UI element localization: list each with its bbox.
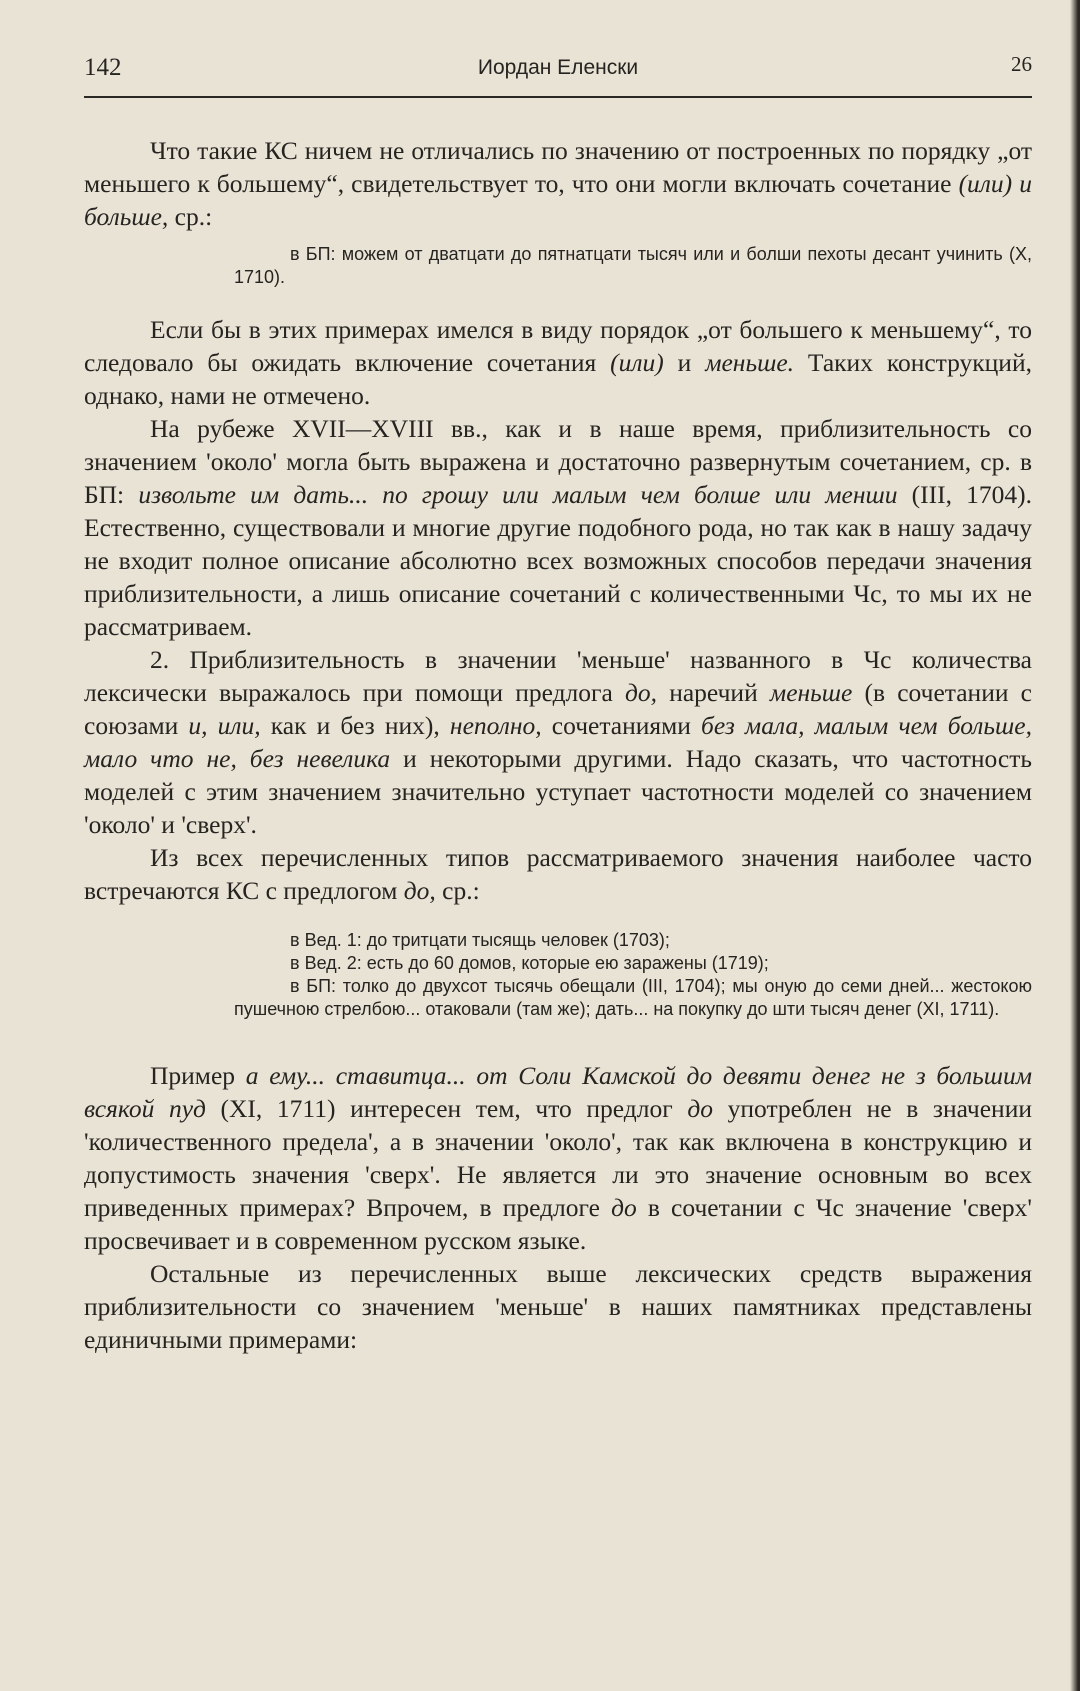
text-run: сочетаниями bbox=[541, 711, 702, 740]
quote-1 bbox=[234, 243, 1032, 289]
quote-2 bbox=[234, 929, 1032, 1021]
section-number: 26 bbox=[1011, 52, 1032, 76]
text-run: Пример bbox=[150, 1061, 246, 1090]
paragraph-3 bbox=[84, 412, 1032, 643]
text-run: и bbox=[663, 348, 706, 377]
text-run: в сочетании с Чс значение 'сверх' просвечивает и в современном русском языке. bbox=[84, 1193, 1033, 1255]
running-head bbox=[84, 52, 1032, 98]
text-run: Если бы в этих примерах имелся в виду порядок „от большего к меньшему“, то следовало бы ожидать включение сочетания bbox=[84, 315, 1032, 377]
italic-run: неполно, bbox=[449, 711, 542, 740]
paragraph-1 bbox=[84, 134, 1032, 233]
text-run: ср.: bbox=[435, 876, 480, 905]
quote-line: в Вед. 2: есть до 60 домов, которые ею заражены (1719); bbox=[290, 953, 769, 973]
italic-run: меньше. bbox=[705, 348, 795, 377]
italic-run: до bbox=[611, 1193, 637, 1222]
text-run: и некоторыми другими. Надо сказать, что частотность моделей с этим значением значительно уступает частотности моделей со значением 'около' и 'сверх'. bbox=[84, 744, 1032, 839]
paragraph-4 bbox=[84, 643, 1032, 841]
italic-run: без мала, малым чем больше, мало что не, без невелика bbox=[84, 711, 1032, 773]
text-run: 2. Приблизительность в значении 'меньше' названного в Чс количества лексически выражалось при помощи предлога bbox=[84, 645, 1032, 707]
text-run: Остальные из перечисленных выше лексических средств выражения приблизительности со значением 'меньше' в наших памятниках представлены единичными примерами: bbox=[84, 1259, 1032, 1354]
text-run: употреблен не в значении 'количественного предела', а в значении 'около', так как включена в конструкцию и допустимость значения 'сверх'. Не является ли это значение основным во всех приведенных примерах? Впрочем, в предлоге bbox=[84, 1094, 1032, 1222]
page-number: 142 bbox=[84, 54, 122, 81]
quote-text: в БП: можем от дватцати до пятнатцати тысяч или и болши пехоты десант учинить (X, 1710). bbox=[234, 244, 1032, 287]
text-run: как и без них), bbox=[260, 711, 450, 740]
paragraph-5 bbox=[84, 841, 1032, 907]
text-run: Из всех перечисленных типов рассматриваемого значения наиболее часто встречаются КС с предлогом bbox=[84, 843, 1032, 905]
text-run: наречий bbox=[657, 678, 770, 707]
italic-run: (или) и больше, bbox=[84, 169, 1032, 231]
body-text bbox=[84, 134, 1032, 1356]
text-run: (XI, 1711) интересен тем, что предлог bbox=[205, 1094, 688, 1123]
paragraph-7 bbox=[84, 1257, 1032, 1356]
italic-run: и, или, bbox=[188, 711, 261, 740]
running-title: Иордан Еленски bbox=[477, 56, 639, 79]
text-run: (III, 1704). Естественно, существовали и многие другие подобного рода, но так как в нашу задачу не входит полное описание абсолютно всех возможных способов передачи значения приблизительности, а лишь описание сочетаний с количественными Чс, то мы их не рассматриваем. bbox=[84, 480, 1032, 641]
paragraph-2 bbox=[84, 313, 1032, 412]
text-run: Что такие КС ничем не отличались по значению от построенных по порядку „от меньшего к большему“, свидетельствует то, что они могли включать сочетание bbox=[84, 136, 1032, 198]
text-run: На рубеже XVII—XVIII вв., как и в наше время, приблизительность со значением 'около' могла быть выражена и достаточно развернутым сочетанием, ср. в БП: bbox=[84, 414, 1032, 509]
quote-line: в БП: толко до двухсот тысячь обещали (III, 1704); мы оную до семи дней... жестокою пушечною стрелбою... отаковали (там же); дать... на покупку до шти тысяч денег (XI, 1711). bbox=[234, 976, 1032, 1019]
italic-run: (или) bbox=[610, 348, 664, 377]
text-run: (в сочетании с союзами bbox=[84, 678, 1033, 740]
text-run: ср.: bbox=[168, 202, 213, 231]
italic-run: до, bbox=[625, 678, 658, 707]
text-run: Таких конструкций, однако, нами не отмечено. bbox=[84, 348, 1032, 410]
quote-line: в Вед. 1: до тритцати тысящь человек (1703); bbox=[290, 930, 670, 950]
paragraph-6 bbox=[84, 1059, 1032, 1257]
italic-run: меньше bbox=[769, 678, 853, 707]
italic-run: до bbox=[687, 1094, 713, 1123]
italic-run: а ему... ставитца... от Соли Камской до девяти денег не з большим всякой пуд bbox=[84, 1061, 1032, 1123]
italic-run: до, bbox=[403, 876, 436, 905]
page-edge-shadow bbox=[1070, 0, 1080, 1691]
italic-run: извольте им дать... по грошу или малым чем болше или менши bbox=[138, 480, 898, 509]
